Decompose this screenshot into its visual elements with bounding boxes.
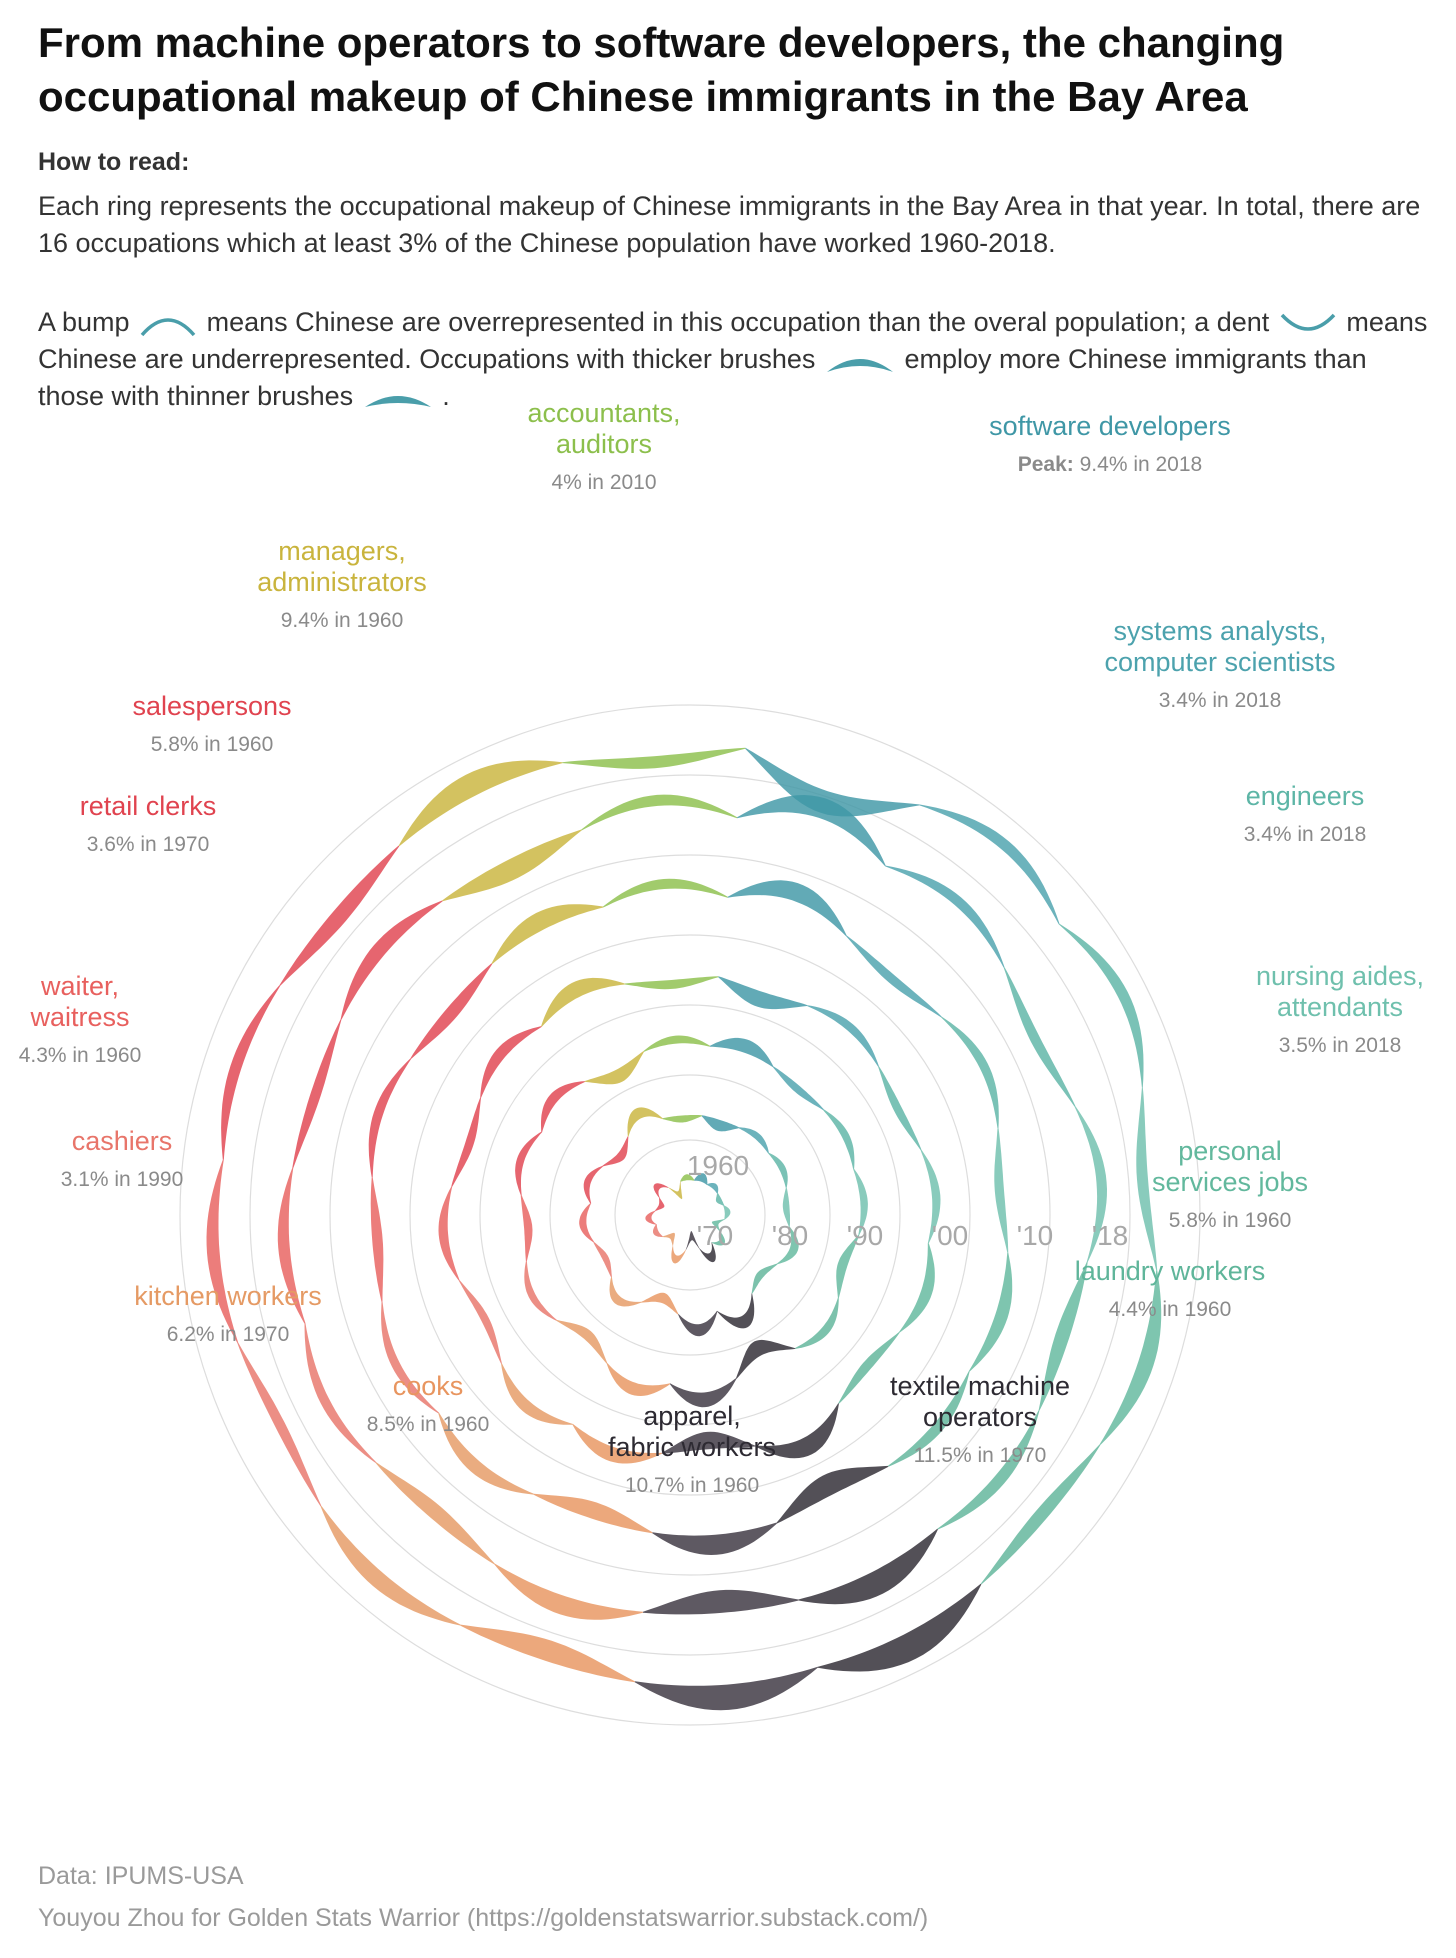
ring-segment: [710, 1038, 773, 1067]
ring-segment: [369, 1058, 412, 1177]
ring-segment: [643, 1590, 799, 1615]
occupation-name: operators: [922, 1402, 1038, 1432]
ring-segment: [410, 963, 492, 1059]
occupation-name: retail clerks: [79, 791, 217, 821]
ring-segment: [654, 1183, 669, 1198]
occupation-name: auditors: [555, 429, 653, 459]
thin-brush-icon: [361, 383, 435, 413]
ring-segment: [723, 1205, 730, 1219]
ring-segment: [521, 1195, 533, 1261]
occupation-label: [19, 971, 142, 1067]
legend-text-bump: A bump: [38, 307, 130, 337]
occupation-label: [1244, 781, 1367, 846]
occupation-label: [257, 536, 427, 632]
occupation-peak: 3.4% in 2018: [1243, 823, 1367, 846]
ring-segment: [579, 1203, 594, 1242]
occupation-peak: 3.6% in 1970: [86, 833, 210, 856]
grid-circles: [180, 705, 1200, 1725]
ring-year-label: '90: [846, 1220, 884, 1251]
occupation-name: managers,: [278, 536, 406, 566]
ring-segment: [480, 1026, 542, 1098]
occupation-name: software developers: [989, 411, 1231, 441]
occupation-name: services jobs: [1151, 1167, 1309, 1197]
occupation-peak: 3.4% in 2018: [1158, 689, 1282, 712]
occupation-name: laundry workers: [1074, 1256, 1266, 1286]
occupation-label: [1152, 1136, 1308, 1232]
ring-segment: [556, 1320, 607, 1364]
ring-1980: [515, 1036, 868, 1408]
ring-segment: [602, 1136, 628, 1166]
bump-icon: [137, 309, 199, 339]
ring-segment: [718, 976, 807, 1009]
occupation-label: [1075, 1256, 1266, 1321]
occupation-peak: 4% in 2010: [551, 471, 657, 494]
ring-segment: [533, 1494, 652, 1534]
grid-circle: [480, 1005, 900, 1425]
ring-segment: [451, 1098, 481, 1187]
ring-segment: [341, 901, 443, 1020]
occupation-peak: 10.7% in 1960: [624, 1474, 760, 1497]
ring-segment: [919, 805, 1059, 925]
grid-circle: [180, 705, 1200, 1725]
occupation-name: systems analysts,: [1113, 616, 1327, 646]
occupation-name: waitress: [30, 1002, 130, 1032]
thick-brush-icon: [823, 346, 897, 376]
occupation-name: salespersons: [132, 691, 292, 721]
ring-segment: [795, 1298, 839, 1349]
how-to-read-paragraph: Each ring represents the occupational makeup of Chinese immigrants in the Bay Area in that year. In total, there are 16 occupations which at least 3% of the Chinese population have worked 1960-2018.: [38, 191, 1421, 258]
legend-text-thin: employ more Chinese immigrants than those with thinner brushes: [38, 344, 1367, 411]
ring-segment: [584, 1166, 604, 1203]
occupation-peak: 4.3% in 1960: [18, 1044, 142, 1067]
ring-year-labels: [687, 1150, 1128, 1251]
occupation-peak: 5.8% in 1960: [1168, 1209, 1292, 1232]
ring-segment: [716, 1193, 724, 1206]
occupation-name: personal: [1178, 1136, 1282, 1166]
credit-line: Youyou Zhou for Golden Stats Warrior (https://goldenstatswarrior.substack.com/): [38, 1904, 929, 1932]
occupation-name: accountants,: [527, 398, 681, 428]
ring-segment: [671, 1245, 686, 1263]
ring-segment: [728, 880, 847, 936]
ring-segment: [562, 748, 745, 769]
data-source: Data: IPUMS-USA: [38, 1862, 244, 1890]
ring-segment: [610, 1277, 642, 1307]
ring-segment: [460, 1625, 635, 1683]
ring-segment: [501, 1363, 573, 1425]
occupation-label: [527, 398, 680, 494]
ring-segment: [305, 1323, 377, 1463]
occupation-name: computer scientists: [1104, 647, 1336, 677]
ring-segment: [1004, 967, 1076, 1107]
ring-segment: [798, 1529, 938, 1605]
occupation-peak: 3.5% in 2018: [1278, 1034, 1402, 1057]
ring-segment: [1059, 924, 1144, 1088]
ring-segment: [494, 1564, 643, 1620]
occupation-peak: 8.5% in 1960: [366, 1413, 490, 1436]
occupation-label: [1104, 616, 1335, 712]
grid-circle: [330, 855, 1050, 1575]
occupation-name: fabric workers: [607, 1432, 777, 1462]
occupation-peak: 6.2% in 1970: [166, 1323, 290, 1346]
ring-segment: [641, 1293, 678, 1315]
occupation-name: cashiers: [71, 1126, 173, 1156]
ring-segment: [593, 1242, 612, 1277]
occupation-label: [61, 1126, 184, 1191]
occupation-peak: 9.4% in 1960: [280, 609, 404, 632]
ring-segment: [846, 935, 942, 1017]
ring-segment: [584, 1051, 644, 1084]
ring-segment: [644, 1036, 710, 1052]
ring-segment: [702, 1115, 739, 1131]
ring-segment: [645, 1211, 656, 1225]
ring-segment: [662, 1233, 675, 1246]
ring-segment: [1100, 1270, 1162, 1445]
ring-segment: [603, 879, 728, 908]
ring-year-label: '80: [771, 1220, 809, 1251]
ring-1970: [579, 1107, 799, 1336]
ring-year-label: '70: [696, 1220, 734, 1251]
ring-segment: [899, 1243, 935, 1332]
ring-year-label: '00: [931, 1220, 969, 1251]
ring-segment: [371, 1177, 384, 1302]
occupation-label: [132, 691, 291, 756]
occupation-peak: 4.4% in 1960: [1108, 1298, 1232, 1321]
ring-segment: [524, 1261, 557, 1321]
occupation-peak: Peak: 9.4% in 2018: [1017, 453, 1203, 476]
ring-segment: [707, 1183, 718, 1194]
ring-segment: [399, 760, 563, 846]
ring-segment: [541, 1081, 585, 1132]
occupation-peak: 5.8% in 1960: [150, 733, 274, 756]
occupation-name: kitchen workers: [134, 1281, 322, 1311]
occupation-name: apparel,: [643, 1401, 741, 1431]
occupation-name: nursing aides,: [1255, 961, 1425, 991]
ring-segment: [678, 1311, 717, 1336]
ring-segment: [653, 1224, 663, 1237]
legend-text-dent: means Chinese are overrepresented in this occupation than the overal population; a dent: [206, 307, 1270, 337]
ring-segment: [885, 866, 1004, 968]
occupation-name: textile machine: [889, 1371, 1071, 1401]
occupation-label: [80, 791, 217, 856]
occupation-name: waiter,: [40, 971, 120, 1001]
ring-segment: [442, 830, 581, 902]
occupation-label: [989, 411, 1231, 476]
ring-segment: [773, 1066, 824, 1110]
occupation-peak: 3.1% in 1990: [60, 1168, 184, 1191]
ring-segment: [280, 846, 400, 986]
legend-paragraph: [38, 304, 1428, 415]
occupation-name: attendants: [1276, 992, 1404, 1022]
ring-segment: [752, 1264, 778, 1294]
ring-segment: [652, 1523, 777, 1556]
ring-segment: [635, 1667, 818, 1710]
ring-year-label: 1960: [686, 1150, 750, 1181]
radial-ring-chart: [0, 398, 1456, 1840]
ring-segment: [736, 1340, 796, 1379]
ring-segment: [207, 1160, 239, 1343]
ring-segment: [607, 1363, 670, 1396]
ring-segment: [221, 985, 280, 1160]
occupation-peak: 11.5% in 1970: [913, 1444, 1047, 1467]
ring-segment: [628, 1107, 664, 1137]
ring-segment: [625, 976, 719, 989]
occupation-labels: [19, 398, 1424, 1497]
ring-segment: [768, 1153, 788, 1188]
occupation-name: cooks: [392, 1371, 464, 1401]
ring-segment: [668, 1181, 682, 1199]
dent-icon: [1277, 309, 1339, 339]
ring-segment: [376, 1462, 495, 1564]
ring-segment: [994, 1128, 1008, 1253]
ring-year-label: '10: [1016, 1220, 1054, 1251]
how-to-read-heading: How to read:: [38, 148, 190, 176]
ring-segment: [655, 1198, 665, 1211]
occupation-name: administrators: [257, 567, 427, 597]
ring-segment: [439, 1187, 460, 1281]
ring-segment: [292, 1019, 341, 1168]
chart-title: From machine operators to software developers, the changing occupational makeup of Chinese immigrants in the Bay Area: [38, 19, 1285, 120]
occupation-name: engineers: [1245, 781, 1365, 811]
ring-segment: [515, 1132, 542, 1195]
ring-segment: [717, 1293, 754, 1328]
legend-text-end: .: [442, 381, 450, 411]
ring-segment: [581, 795, 737, 831]
ring-year-label: '18: [1091, 1220, 1129, 1251]
ring-segment: [663, 1115, 702, 1123]
occupation-label: [1256, 961, 1424, 1057]
legend-text-thick: means Chinese are underrepresented. Occupations with thicker brushes: [38, 307, 1428, 374]
ring-segment: [823, 1109, 854, 1169]
grid-circle: [250, 775, 1130, 1655]
ring-segment: [807, 1005, 879, 1066]
ring-segment: [777, 1466, 889, 1524]
ring-segment: [969, 1253, 1012, 1372]
occupation-label: [890, 1371, 1070, 1467]
